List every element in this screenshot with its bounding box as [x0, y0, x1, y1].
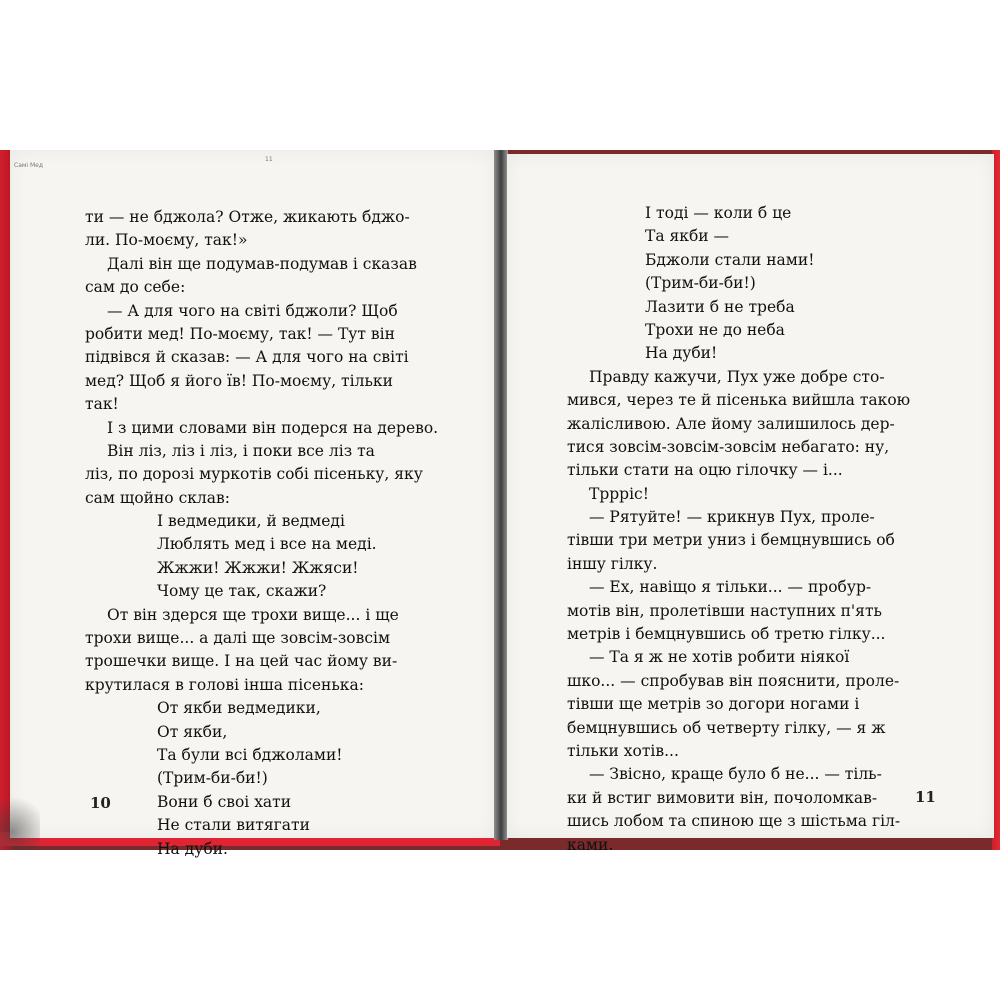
right-page-text — [567, 202, 910, 857]
right-line: тівши ще метрів зо догори ногами і — [567, 695, 860, 714]
left-line: От він здерся ще трохи вище... і ще — [107, 605, 399, 624]
left-line: (Трим-би-би!) — [157, 769, 268, 788]
right-line: — Звісно, краще було б не... — тіль- — [589, 765, 882, 784]
right-line: Трохи не до неба — [645, 320, 785, 339]
right-line: тільки хотів... — [567, 741, 679, 760]
right-line: — Та я ж не хотів робити ніякої — [589, 648, 850, 667]
left-line: І з цими словами він подерся на дерево. — [107, 418, 439, 437]
right-line: мотів він, пролетівши наступних п'ять — [567, 601, 882, 620]
left-line: ти — не бджола? Отже, жикають бджо- — [85, 208, 410, 226]
left-line: крутилася в голові інша пісенька: — [85, 675, 364, 694]
right-line: — Рятуйте! — крикнув Пух, проле- — [589, 508, 875, 527]
left-line: Вони б своі хати — [157, 792, 292, 811]
left-line: Далі він ще подумав-подумав і сказав — [107, 254, 417, 273]
left-header-center-mark: 11 — [265, 156, 273, 163]
left-line: трошечки вище. І на цей час йому ви- — [85, 652, 398, 671]
left-line: Люблять мед і все на меді. — [157, 535, 377, 554]
right-line: Та якби — — [645, 227, 730, 246]
right-line: Правду кажучи, Пух уже добре сто- — [589, 367, 885, 386]
left-line: ли. По-моєму, так!» — [85, 231, 248, 250]
right-line: метрів і бемцнувшись об третю гілку... — [567, 625, 886, 644]
left-header-mark: Самі Мед — [14, 162, 43, 169]
page-corner-shadow — [0, 790, 40, 850]
left-line: На дуби. — [157, 839, 228, 858]
left-line: Не стали витягати — [157, 816, 310, 835]
right-line: жалісливою. Але йому залишилось дер- — [567, 414, 895, 433]
right-line: Бджоли стали нами! — [645, 250, 815, 269]
left-line: Та були всі бджолами! — [157, 745, 343, 764]
right-line: шко... — спробував він пояснити, проле- — [567, 671, 900, 690]
right-line: Тррріс! — [589, 484, 649, 503]
right-line: тільки стати на оцю гілочку — і... — [567, 461, 843, 480]
right-line: І тоді — коли б це — [645, 204, 792, 222]
right-line: шись лобом та спиною ще з шістьма гіл- — [567, 812, 901, 831]
right-line: На дуби! — [645, 344, 718, 363]
left-line: ліз, по дорозі муркотів собі пісеньку, яку — [85, 465, 423, 484]
left-line: — А для чого на світі бджоли? Щоб — [107, 301, 398, 320]
right-line: іншу гілку. — [567, 554, 658, 573]
right-line: ки й встиг вимовити він, почоломкав- — [567, 788, 878, 807]
left-line: робити мед! По-моєму, так! — Тут він — [85, 324, 395, 343]
right-line: ками. — [567, 835, 614, 854]
right-page — [507, 154, 994, 854]
left-line: Він ліз, ліз і ліз, і поки все ліз та — [107, 441, 375, 460]
left-line: сам до себе: — [85, 278, 186, 297]
left-line: От якби, — [157, 722, 228, 741]
right-line: Лазити б не треба — [645, 297, 795, 316]
left-page — [10, 150, 495, 858]
right-line: бемцнувшись об четверту гілку, — я ж — [567, 718, 886, 737]
right-line: мився, через те й пісенька вийшла такою — [567, 391, 911, 410]
left-line: так! — [85, 395, 119, 414]
left-page-text — [85, 206, 438, 861]
left-line: Жжжи! Жжжи! Жжяси! — [157, 558, 359, 577]
book-gutter — [494, 150, 508, 840]
left-line: трохи вище... а далі ще зовсім-зовсім — [85, 629, 391, 648]
right-line: (Трим-би-би!) — [645, 274, 756, 293]
left-line: От якби ведмедики, — [157, 699, 321, 718]
left-line: І ведмедики, й ведмеді — [157, 512, 345, 531]
right-line: тівши три метри униз і бемцнувшись об — [567, 531, 895, 550]
page-number-left: 10 — [90, 794, 111, 812]
left-line: підвівся й сказав: — А для чого на світі — [85, 348, 409, 367]
right-line: — Ех, навіщо я тільки... — пробур- — [589, 578, 872, 597]
left-line: сам щойно склав: — [85, 488, 230, 507]
page-number-right: 11 — [915, 788, 936, 806]
right-line: тися зовсім-зовсім-зовсім небагато: ну, — [567, 437, 890, 456]
left-line: Чому це так, скажи? — [157, 582, 327, 601]
left-line: мед? Щоб я його їв! По-моєму, тільки — [85, 371, 393, 390]
